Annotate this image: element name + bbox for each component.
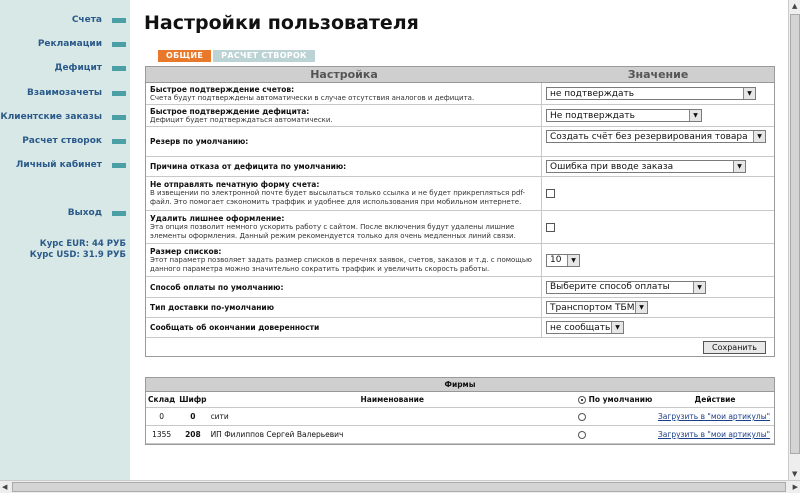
cell-code: 208 <box>177 426 208 444</box>
sidebar-item-offsets[interactable] <box>27 86 126 100</box>
select-value: не сообщать <box>550 322 611 333</box>
sidebar-item-label: Счета <box>71 15 102 25</box>
setting-title: Резерв по умолчанию: <box>150 137 249 146</box>
default-reserve-select[interactable] <box>546 130 766 143</box>
sidebar-item-label: Выход <box>67 208 102 218</box>
page-title: Настройки пользователя <box>144 12 419 34</box>
sidebar-item-label: Взаимозачеты <box>27 88 102 98</box>
dropdown-arrow-icon: ▼ <box>611 322 623 333</box>
sidebar-item-logout[interactable] <box>68 206 126 220</box>
cell-action <box>656 426 774 444</box>
load-articles-link[interactable]: Загрузить в "мои артикулы" <box>658 430 771 439</box>
sidebar-item-label: Расчет створок <box>22 136 102 146</box>
table-row <box>146 408 774 426</box>
select-value: Выберите способ оплаты <box>550 282 670 292</box>
nav-marker-icon <box>112 211 126 216</box>
dropdown-arrow-icon: ▼ <box>689 110 701 121</box>
cell-code: 0 <box>177 408 208 426</box>
deficit-confirm-select[interactable] <box>546 109 702 122</box>
dropdown-arrow-icon: ▼ <box>693 282 705 293</box>
sidebar-item-label: Рекламации <box>37 39 102 49</box>
setting-title: Сообщать об окончании доверенности <box>150 323 320 332</box>
setting-title: Размер списков: <box>150 246 222 256</box>
setting-row <box>146 244 774 277</box>
sidebar-item-sash-calc[interactable] <box>22 134 126 148</box>
setting-description: Эта опция позволит немного ускорить работу с сайтом. После включения будут удалены лишние элементы оформления. Данный режим рекомендуется только для очень медленных линий связи. <box>150 222 516 240</box>
sidebar-item-label: Клиентские заказы <box>0 112 102 122</box>
sidebar-item-label: Личный кабинет <box>15 160 102 170</box>
setting-title: Быстрое подтверждение счетов: <box>150 84 295 94</box>
rate-usd: Курс USD: 31.9 РУБ <box>29 250 126 260</box>
vertical-scrollbar[interactable] <box>788 0 800 480</box>
exchange-rates <box>30 239 126 261</box>
setting-description: В извещении по электронной почте будет высылаться только ссылка и не будет прикрепляться pdf-файл. Это помогает сэкономить траффик и удобнее для использования при мобильном интернете. <box>150 189 525 206</box>
sidebar-item-claims[interactable] <box>38 37 126 51</box>
column-header-name: Наименование <box>209 392 576 408</box>
setting-description: Этот параметр позволяет задать размер списков в перечнях заявок, счетов, заказов и т.д. с помощью данного параметра можно значительно сократить траффик и увеличить скорость работы. <box>150 255 532 273</box>
cell-default <box>576 426 656 444</box>
setting-row <box>146 298 774 318</box>
dropdown-arrow-icon: ▼ <box>743 88 755 99</box>
no-print-form-checkbox[interactable] <box>546 189 555 198</box>
list-size-select[interactable] <box>546 254 580 267</box>
setting-title: Тип доставки по-умолчанию <box>150 303 274 312</box>
tab-general[interactable]: ОБЩИЕ <box>158 50 211 62</box>
sidebar-item-deficit[interactable] <box>54 61 126 75</box>
power-of-attorney-select[interactable] <box>546 321 624 334</box>
nav-marker-icon <box>112 42 126 47</box>
vertical-scroll-thumb[interactable] <box>790 14 800 454</box>
cell-warehouse: 0 <box>146 408 177 426</box>
setting-row <box>146 177 774 211</box>
cell-action <box>656 408 774 426</box>
setting-description: Счета будут подтверждены автоматически в случае отсутствия аналогов и дефицита. <box>150 93 475 102</box>
cell-name: сити <box>209 408 576 426</box>
firms-table <box>146 392 774 444</box>
table-row <box>146 426 774 444</box>
setting-row <box>146 127 774 157</box>
setting-row <box>146 318 774 338</box>
table-header-row <box>146 392 774 408</box>
column-header-default-label: По умолчанию <box>588 395 653 404</box>
setting-row <box>146 83 774 105</box>
deficit-reason-select[interactable] <box>546 160 746 173</box>
select-value: не подтверждать <box>550 88 635 99</box>
column-header-code: Шифр <box>177 392 208 408</box>
setting-title: Способ оплаты по умолчанию: <box>150 282 284 292</box>
select-value: 10 <box>550 255 562 265</box>
cell-name: ИП Филиппов Сергей Валерьевич <box>209 426 576 444</box>
setting-row <box>146 105 774 127</box>
invoice-confirm-select[interactable] <box>546 87 756 100</box>
setting-description: Дефицит будет подтверждаться автоматически. <box>150 115 333 124</box>
setting-title: Быстрое подтверждение дефицита: <box>150 106 310 116</box>
column-header-action: Действие <box>656 392 774 408</box>
dropdown-arrow-icon: ▼ <box>753 131 765 142</box>
column-header-warehouse: Склад <box>146 392 177 408</box>
dropdown-arrow-icon: ▼ <box>635 302 647 313</box>
dropdown-arrow-icon: ▼ <box>567 255 579 266</box>
delivery-type-select[interactable] <box>546 301 648 314</box>
default-radio-header[interactable] <box>578 396 586 404</box>
save-button[interactable]: Сохранить <box>703 341 766 354</box>
nav-marker-icon <box>112 139 126 144</box>
nav-marker-icon <box>112 91 126 96</box>
cell-default <box>576 408 656 426</box>
remove-decoration-checkbox[interactable] <box>546 223 555 232</box>
select-value: Транспортом ТБМ <box>550 302 635 313</box>
scroll-right-icon[interactable]: ▶ <box>792 483 798 491</box>
setting-row <box>146 277 774 298</box>
column-header-value: Значение <box>627 68 689 81</box>
sidebar-item-label: Дефицит <box>54 63 102 73</box>
sidebar-item-client-orders[interactable] <box>0 110 126 124</box>
tab-bar <box>158 50 315 62</box>
nav-marker-icon <box>112 163 126 168</box>
horizontal-scrollbar[interactable] <box>0 480 800 493</box>
sidebar <box>0 0 130 480</box>
firms-title: Фирмы <box>146 378 774 392</box>
sidebar-item-invoices[interactable] <box>72 13 126 27</box>
load-articles-link[interactable]: Загрузить в "мои артикулы" <box>658 412 771 421</box>
setting-title: Не отправлять печатную форму счета: <box>150 180 320 189</box>
scroll-left-icon[interactable]: ◀ <box>2 483 8 491</box>
rate-eur: Курс EUR: 44 РУБ <box>39 239 126 249</box>
default-radio[interactable] <box>578 413 586 421</box>
column-header-setting: Настройка <box>310 68 378 81</box>
main-content <box>130 0 788 480</box>
setting-title: Причина отказа от дефицита по умолчанию: <box>150 162 347 171</box>
scroll-down-icon[interactable]: ▼ <box>792 470 798 478</box>
setting-title: Удалить лишнее оформление: <box>150 213 285 223</box>
settings-header <box>146 67 774 83</box>
select-value: Создать счёт без резервирования товара <box>550 131 748 142</box>
horizontal-scroll-thumb[interactable] <box>12 482 786 492</box>
firms-panel <box>145 377 775 445</box>
setting-row <box>146 157 774 177</box>
nav-marker-icon <box>112 18 126 23</box>
select-value: Не подтверждать <box>550 110 635 121</box>
cell-warehouse: 1355 <box>146 426 177 444</box>
scroll-up-icon[interactable]: ▲ <box>792 2 798 10</box>
default-radio[interactable] <box>578 431 586 439</box>
save-row <box>146 338 774 356</box>
select-value: Ошибка при вводе заказа <box>550 161 674 172</box>
nav-marker-icon <box>112 115 126 120</box>
column-header-default <box>576 392 656 408</box>
setting-row <box>146 211 774 244</box>
tab-sash-calc[interactable]: РАСЧЕТ СТВОРОК <box>213 50 315 62</box>
nav-marker-icon <box>112 66 126 71</box>
sidebar-item-account[interactable] <box>16 158 126 172</box>
dropdown-arrow-icon: ▼ <box>733 161 745 172</box>
settings-panel <box>145 66 775 357</box>
payment-method-select[interactable] <box>546 281 706 294</box>
